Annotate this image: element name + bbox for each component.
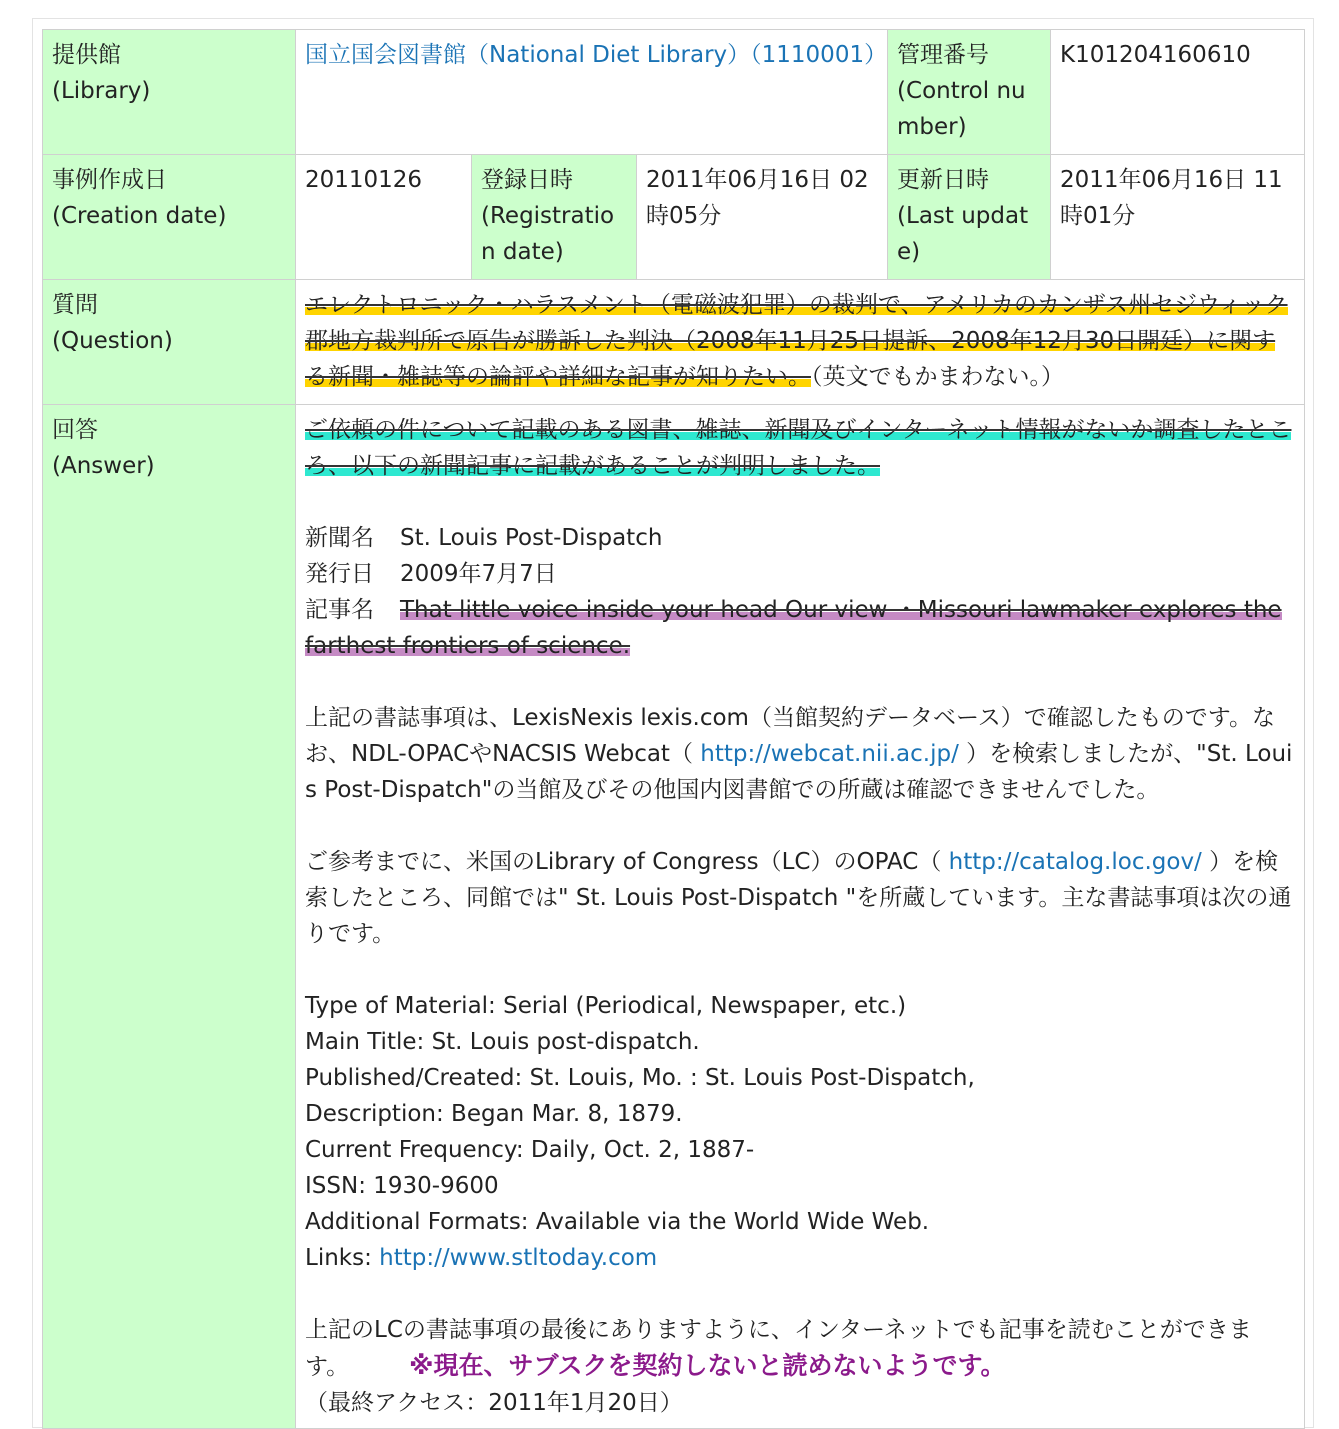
registration-label-en: (Registration date) bbox=[481, 203, 615, 265]
biblio-line: ISSN: 1930-9600 bbox=[305, 1173, 499, 1199]
answer-label bbox=[43, 405, 296, 1429]
para4-text: 上記のLCの書誌事項の最後にありますように、インターネットでも記事を読むことができます。 bbox=[305, 1317, 1252, 1380]
registration-date-label bbox=[472, 155, 637, 280]
library-value-cell bbox=[296, 30, 888, 155]
links-line bbox=[305, 1240, 1294, 1276]
article-label: 記事名 bbox=[305, 597, 374, 623]
date-value: 2009年7月7日 bbox=[400, 561, 557, 587]
creation-label-en: (Creation date) bbox=[52, 203, 227, 229]
question-label-ja: 質問 bbox=[52, 292, 98, 318]
para2-text-b: ）を検索しましたが、"St. Louis Post-Dispatch"の当館及びその他国内図書館での所蔵は確認できませんでした。 bbox=[305, 741, 1293, 803]
webcat-link[interactable]: http://webcat.nii.ac.jp/ bbox=[700, 741, 959, 767]
update-date-label bbox=[888, 155, 1051, 280]
row-answer bbox=[43, 405, 1305, 1429]
answer-para4 bbox=[305, 1312, 1294, 1385]
question-text bbox=[296, 280, 1305, 405]
library-label-en: (Library) bbox=[52, 78, 151, 104]
newspaper-label: 新聞名 bbox=[305, 525, 374, 551]
control-number-value: K101204160610 bbox=[1051, 30, 1305, 155]
registration-date-value: 2011年06月16日 02時05分 bbox=[637, 155, 888, 280]
row-dates bbox=[43, 155, 1305, 280]
biblio-line: Additional Formats: Available via the World Wide Web. bbox=[305, 1209, 930, 1235]
answer-intro: ご依頼の件について記載のある図書、雑誌、新聞及びインターネット情報がないか調査したところ、以下の新聞記事に記載があることが判明しました。 bbox=[305, 417, 1292, 479]
reference-table bbox=[42, 29, 1305, 1429]
update-label-en: (Last update) bbox=[897, 203, 1029, 265]
control-label-ja: 管理番号 bbox=[897, 42, 990, 68]
last-access: （最終アクセス：2011年1月20日） bbox=[305, 1390, 683, 1416]
row-library bbox=[43, 30, 1305, 155]
para3-text-b: ）を検索したところ、同館では" St. Louis Post-Dispatch "を所蔵しています。主な書誌事項は次の通りです。 bbox=[305, 849, 1292, 947]
question-label bbox=[43, 280, 296, 405]
newspaper-line bbox=[305, 520, 1294, 556]
update-date-value: 2011年06月16日 11時01分 bbox=[1051, 155, 1305, 280]
biblio-line: Type of Material: Serial (Periodical, Newspaper, etc.) bbox=[305, 993, 907, 1019]
creation-date-label bbox=[43, 155, 296, 280]
creation-label-ja: 事例作成日 bbox=[52, 167, 167, 193]
answer-para3 bbox=[305, 844, 1294, 952]
loc-catalog-link[interactable]: http://catalog.loc.gov/ bbox=[948, 849, 1202, 875]
library-label bbox=[43, 30, 296, 155]
article-value: That little voice inside your head Our view ・Missouri lawmaker explores the farthest frontiers of science. bbox=[305, 597, 1282, 659]
row-question bbox=[43, 280, 1305, 405]
date-label: 発行日 bbox=[305, 561, 374, 587]
control-label-en: (Control number) bbox=[897, 78, 1026, 140]
update-label-ja: 更新日時 bbox=[897, 167, 990, 193]
question-label-en: (Question) bbox=[52, 328, 173, 354]
biblio-line: Description: Began Mar. 8, 1879. bbox=[305, 1101, 683, 1127]
para2-text-a: 上記の書誌事項は、LexisNexis lexis.com（当館契約データベース）で確認したものです。なお、NDL-OPACやNACSIS Webcat（ bbox=[305, 705, 1275, 767]
newspaper-value: St. Louis Post-Dispatch bbox=[400, 525, 663, 551]
creation-date-value: 20110126 bbox=[296, 155, 472, 280]
para3-text-a: ご参考までに、米国のLibrary of Congress（LC）のOPAC（ bbox=[305, 849, 949, 875]
article-line bbox=[305, 592, 1294, 664]
links-label: Links: bbox=[305, 1245, 380, 1271]
answer-label-en: (Answer) bbox=[52, 453, 155, 479]
biblio-line: Current Frequency: Daily, Oct. 2, 1887- bbox=[305, 1137, 755, 1163]
subscription-note: ※現在、サブスクを契約しないと読めないようです。 bbox=[409, 1351, 1006, 1380]
biblio-line: Main Title: St. Louis post-dispatch. bbox=[305, 1029, 700, 1055]
registration-label-ja: 登録日時 bbox=[481, 167, 573, 193]
answer-text bbox=[296, 405, 1305, 1429]
library-label-ja: 提供館 bbox=[52, 42, 121, 68]
answer-label-ja: 回答 bbox=[52, 417, 98, 443]
date-line bbox=[305, 556, 1294, 592]
question-highlighted: エレクトロニック・ハラスメント（電磁波犯罪）の裁判で、アメリカのカンザス州セジウィック郡地方裁判所で原告が勝訴した判決（2008年11月25日提訴、2008年12月30日開廷）に関する新聞・雑誌等の論評や詳細な記事が知りたい。 bbox=[305, 292, 1288, 390]
control-number-label bbox=[888, 30, 1051, 155]
stltoday-link[interactable]: http://www.stltoday.com bbox=[379, 1245, 658, 1271]
library-link[interactable]: 国立国会図書館（National Diet Library）（1110001） bbox=[305, 42, 888, 68]
answer-para2 bbox=[305, 700, 1294, 808]
question-rest: （英文でもかまわない。） bbox=[811, 364, 1064, 390]
biblio-line: Published/Created: St. Louis, Mo. : St. Louis Post-Dispatch, bbox=[305, 1065, 975, 1091]
